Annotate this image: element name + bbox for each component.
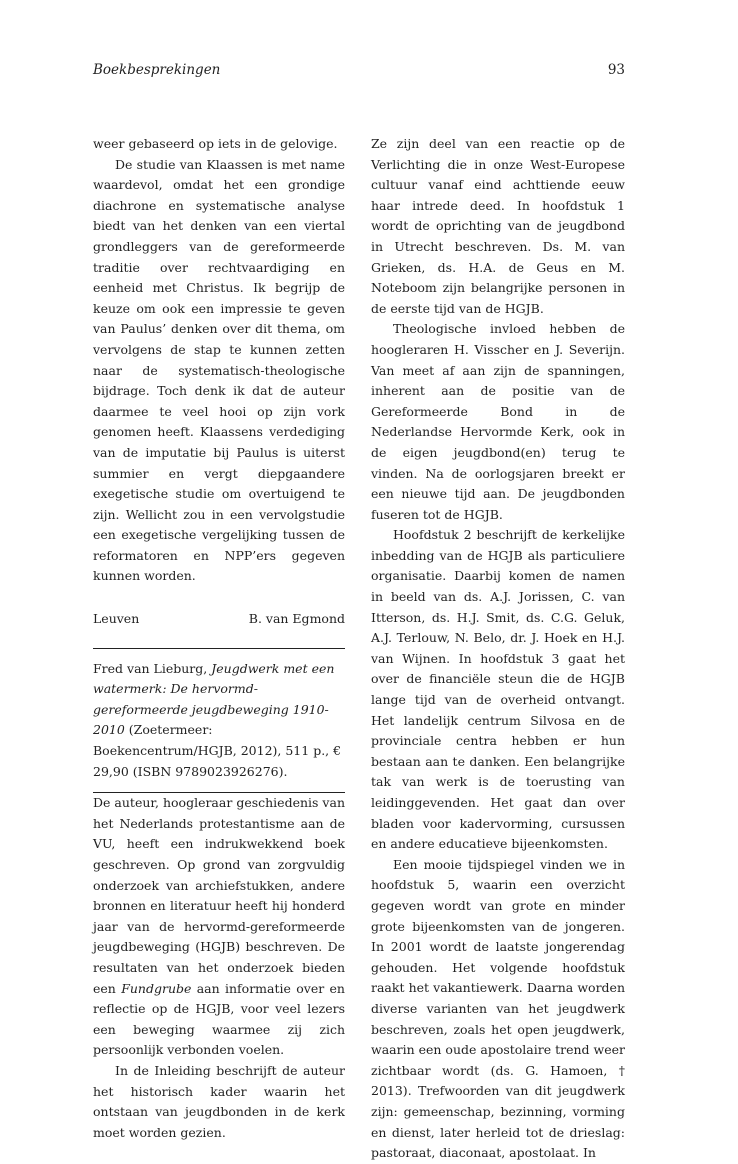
page-number: 93: [607, 62, 625, 78]
review-signature: [93, 609, 345, 630]
emphasis: Fundgrube: [121, 980, 192, 996]
paragraph: [93, 793, 345, 1061]
paragraph: weer gebaseerd op iets in de gelovige.: [93, 136, 338, 151]
book-title: Jeugdwerk met een watermerk: De hervormd-gereformeerde jeugdbeweging 1910-2010: [93, 660, 335, 738]
paragraph: De studie van Klaassen is met name waardevol, omdat het een grondige diachrone en systematische analyse biedt van het denken van een viertal grondleggers van de gereformeerde traditie over rechtvaardiging en eenheid met Christus. Ik begrijp de keuze om ook een impressie te geven van Paulus’ denken over dit thema, om vervolgens de stap te kunnen zetten naar de systematisch-theologische bijdrage. Toch denk ik dat de auteur daarmee te veel hooi op zijn vork genomen heeft. Klaassens verdediging van de imputatie bij Paulus is uiterst summier en vergt diepgaandere exegetische studie om overtuigend te zijn. Wellicht zou in een vervolgstudie een exegetische vergelijking tussen de reformatoren en NPP’ers gegeven kunnen worden.: [93, 156, 345, 584]
paragraph: Theologische invloed hebben de hoogleraren H. Visscher en J. Severijn. Van meet af aan zijn de spanningen, inherent aan de positie van de Gereformeerde Bond in de Nederlandse Hervormde Kerk, ook in de eigen jeugdbond(en) terug te vinden. Na de oorlogsjaren breekt er een nieuwe tijd aan. De jeugdbonden fuseren tot de HGJB.: [371, 321, 625, 522]
right-column: [371, 134, 625, 1164]
running-title: Boekbesprekingen: [93, 62, 221, 78]
book-details: (Zoetermeer: Boekencentrum/HGJB, 2012), 511 p., € 29,90 (ISBN 9789023926276).: [93, 722, 342, 779]
paragraph: Hoofdstuk 2 beschrijft de kerkelijke inbedding van de HGJB als particuliere organisatie. Daarbij komen de namen in beeld van ds. A.J. Jorissen, C. van Itterson, ds. H.J. Smit, ds. C.G. Geluk, A.J. Terlouw, N. Belo, dr. J. Hoek en H.J. van Wijnen. In hoofdstuk 3 gaat het over de financiële steun die de HGJB lange tijd van de overheid ontvangt. Het landelijk centrum Silvosa en de provinciale centra hebben er hun bestaan aan te danken. Een belangrijke tak van werk is de toerusting van leidinggevenden. Het gaat dan over bladen voor kadervorming, cursussen en andere educatieve bijeenkomsten.: [371, 527, 625, 852]
paragraph-text: De auteur, hoogleraar geschiedenis van het Nederlands protestantisme aan de VU, heeft een indrukwekkend boek geschreven. Op grond van zorgvuldig onderzoek van archiefstukken, andere bronnen en literatuur heeft hij honderd jaar van de hervormd-gereformeerde jeugdbeweging (HGJB) beschreven. De resultaten van het onderzoek bieden een: [93, 795, 345, 996]
paragraph: In de Inleiding beschrijft de auteur het historisch kader waarin het ontstaan van jeugdbonden in de kerk moet worden gezien.: [93, 1062, 345, 1140]
left-column: [93, 134, 345, 1143]
paragraph-text: aan informatie over en reflectie op de HGJB, voor veel lezers een beweging waarmee zij zich persoonlijk verbonden voelen.: [93, 980, 345, 1058]
book-author: Fred van Lieburg,: [93, 660, 212, 676]
signature-name: B. van Egmond: [248, 611, 345, 627]
paragraph: Een mooie tijdspiegel vinden we in hoofdstuk 5, waarin een overzicht gegeven wordt van grote en minder grote bijeenkomsten van de jongeren. In 2001 wordt de laatste jongerendag gehouden. Het volgende hoofdstuk raakt het vakantiewerk. Daarna worden diverse varianten van het jeugdwerk beschreven, zoals het open jeugdwerk, waarin een oude apostolaire trend weer zichtbaar wordt (ds. G. Hamoen, † 2013). Trefwoorden van dit jeugdwerk zijn: gemeenschap, bezinning, vorming en dienst, later herleid tot de drieslag: pastoraat, diaconaat, apostolaat. In: [371, 856, 625, 1161]
paragraph: Ze zijn deel van een reactie op de Verlichting die in onze West-Europese cultuur vanaf eind achttiende eeuw haar intrede deed. In hoofdstuk 1 wordt de oprichting van de jeugdbond in Utrecht beschreven. Ds. M. van Grieken, ds. H.A. de Geus en M. Noteboom zijn belangrijke personen in de eerste tijd van de HGJB.: [371, 136, 625, 316]
book-review-header: [93, 648, 345, 794]
signature-place: Leuven: [93, 611, 140, 627]
